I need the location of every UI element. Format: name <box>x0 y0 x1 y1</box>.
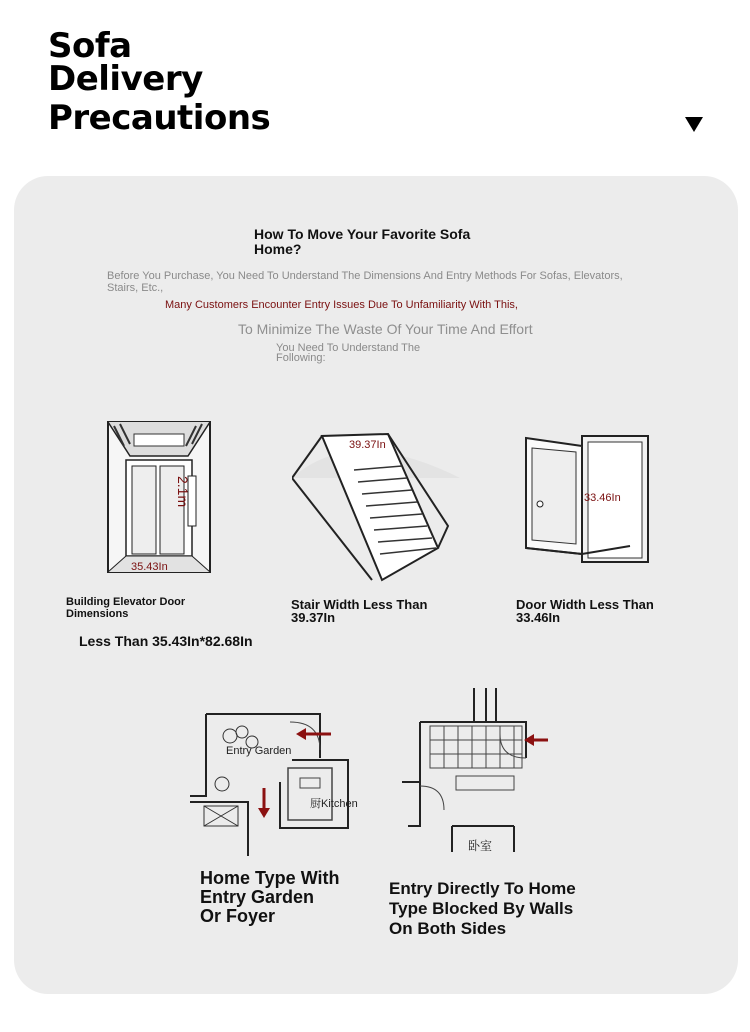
intro-line-3: To Minimize The Waste Of Your Time And Effort <box>238 321 533 337</box>
intro-line-1: Before You Purchase, You Need To Understand The Dimensions And Entry Methods For Sofas, Elevators, Stairs, Etc., <box>107 270 623 294</box>
garden-floorplan-illustration <box>188 712 358 858</box>
caret-down-icon[interactable] <box>685 117 703 132</box>
stair-width-label: 39.37In <box>349 439 386 451</box>
kitchen-label: 厨Kitchen <box>310 798 358 810</box>
entry-garden-label: Entry Garden <box>226 745 292 757</box>
blocked-caption: Entry Directly To Home Type Blocked By Walls On Both Sides <box>389 879 576 938</box>
blocked-floorplan-illustration <box>400 686 560 856</box>
elevator-width-label: 35.43In <box>131 561 168 573</box>
door-caption: Door Width Less Than 33.46In <box>516 597 654 625</box>
bedroom-label: 卧室 <box>468 839 493 853</box>
garden-caption: Home Type With Entry Garden Or Foyer <box>200 868 340 926</box>
elevator-illustration <box>100 416 220 578</box>
stair-illustration <box>292 430 462 582</box>
elevator-height-label: 2.1m <box>175 476 191 508</box>
page-title <box>48 26 271 138</box>
title-line: Precautions <box>48 98 271 138</box>
title-line: Sofa <box>48 26 132 66</box>
title-line: Delivery <box>48 59 203 99</box>
door-width-label: 33.46In <box>584 492 621 504</box>
elevator-caption: Building Elevator Door Dimensions <box>66 596 186 620</box>
stair-caption: Stair Width Less Than 39.37In <box>291 597 428 625</box>
elevator-limit: Less Than 35.43In*82.68In <box>79 633 253 649</box>
intro-heading: How To Move Your Favorite Sofa Home? <box>254 226 471 257</box>
intro-line-4: You Need To Understand The Following: <box>276 342 421 364</box>
intro-line-2: Many Customers Encounter Entry Issues Due To Unfamiliarity With This, <box>165 299 518 311</box>
